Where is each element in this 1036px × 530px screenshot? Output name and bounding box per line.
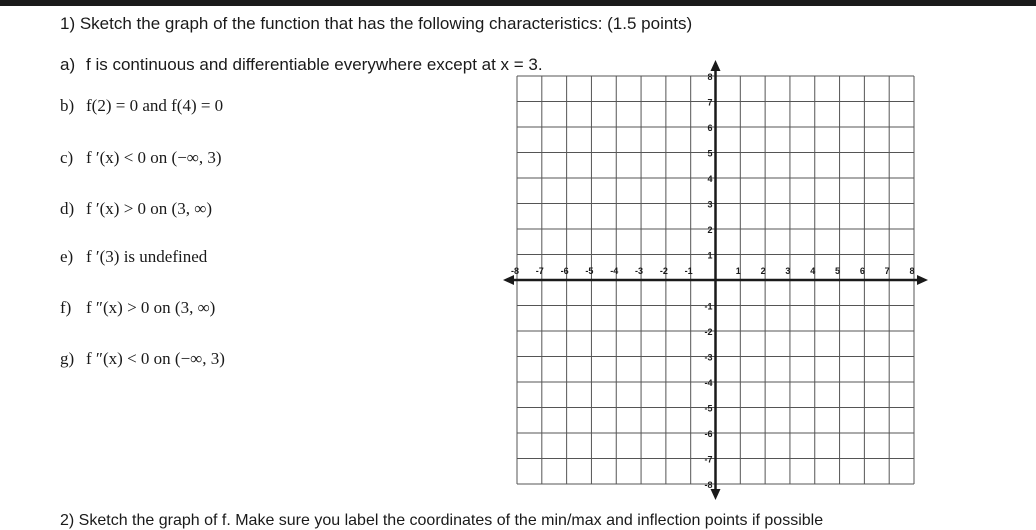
question-1-title: 1) Sketch the graph of the function that has the following characteristics: (1.5 points) [60,14,693,33]
characteristic-d-label: d) [60,199,75,218]
characteristic-e-label: e) [60,247,74,266]
x-tick-label: -1 [684,266,693,276]
y-tick-label: 4 [707,174,713,184]
y-tick-label: -6 [704,429,713,439]
y-tick-label: -1 [704,301,713,312]
x-tick-label: -6 [560,266,569,276]
y-tick-label: 7 [707,97,713,108]
characteristic-e-text: f ′(3) is undefined [86,247,208,266]
x-tick-label: 8 [909,266,915,276]
characteristic-c-label: c) [60,148,74,167]
x-tick-label: -3 [635,266,644,276]
x-tick-label: -2 [659,266,668,276]
y-tick-label: -5 [704,403,713,414]
x-tick-label: 5 [835,266,841,276]
x-axis-right-arrow [917,275,928,285]
x-tick-label: 4 [810,266,816,276]
characteristic-f-text: f ″(x) > 0 on (3, ∞) [86,298,216,317]
y-axis-down-arrow [711,489,721,500]
y-tick-label: 8 [707,72,713,82]
y-tick-label: -4 [704,378,713,388]
characteristic-d-text: f ′(x) > 0 on (3, ∞) [86,199,212,218]
x-tick-label: -8 [510,266,520,276]
x-tick-label: 7 [884,266,890,276]
y-tick-label: 5 [707,148,713,159]
characteristic-a-text: f is continuous and differentiable everywhere except at x = 3. [86,55,543,74]
y-tick-label: 3 [707,199,713,210]
x-axis-left-arrow [503,275,514,285]
y-tick-label: -2 [704,327,713,337]
x-tick-label: -4 [610,266,619,276]
y-tick-label: -3 [704,352,713,363]
y-axis-up-arrow [711,60,721,71]
x-tick-label: -7 [535,266,544,276]
x-tick-label: 6 [859,266,865,276]
question-2-title: 2) Sketch the graph of f. Make sure you label the coordinates of the min/max and inflection points if possible [60,512,824,529]
y-tick-label: 2 [707,225,713,235]
y-tick-label: -8 [704,480,713,490]
characteristic-g-text: f ″(x) < 0 on (−∞, 3) [86,349,225,368]
characteristic-b-label: b) [60,96,75,115]
x-tick-label: 2 [760,266,766,276]
characteristic-f-label: f) [60,298,72,317]
x-tick-label: 1 [735,266,741,276]
y-tick-label: 1 [707,250,713,261]
x-tick-label: -5 [585,266,594,276]
characteristic-c-text: f ′(x) < 0 on (−∞, 3) [86,148,222,167]
characteristic-g-label: g) [60,349,75,368]
y-tick-label: -7 [704,454,713,465]
y-tick-label: 6 [707,123,713,133]
x-tick-label: 3 [785,266,791,276]
characteristic-a-label: a) [60,55,76,74]
characteristic-b-text: f(2) = 0 and f(4) = 0 [86,96,224,115]
